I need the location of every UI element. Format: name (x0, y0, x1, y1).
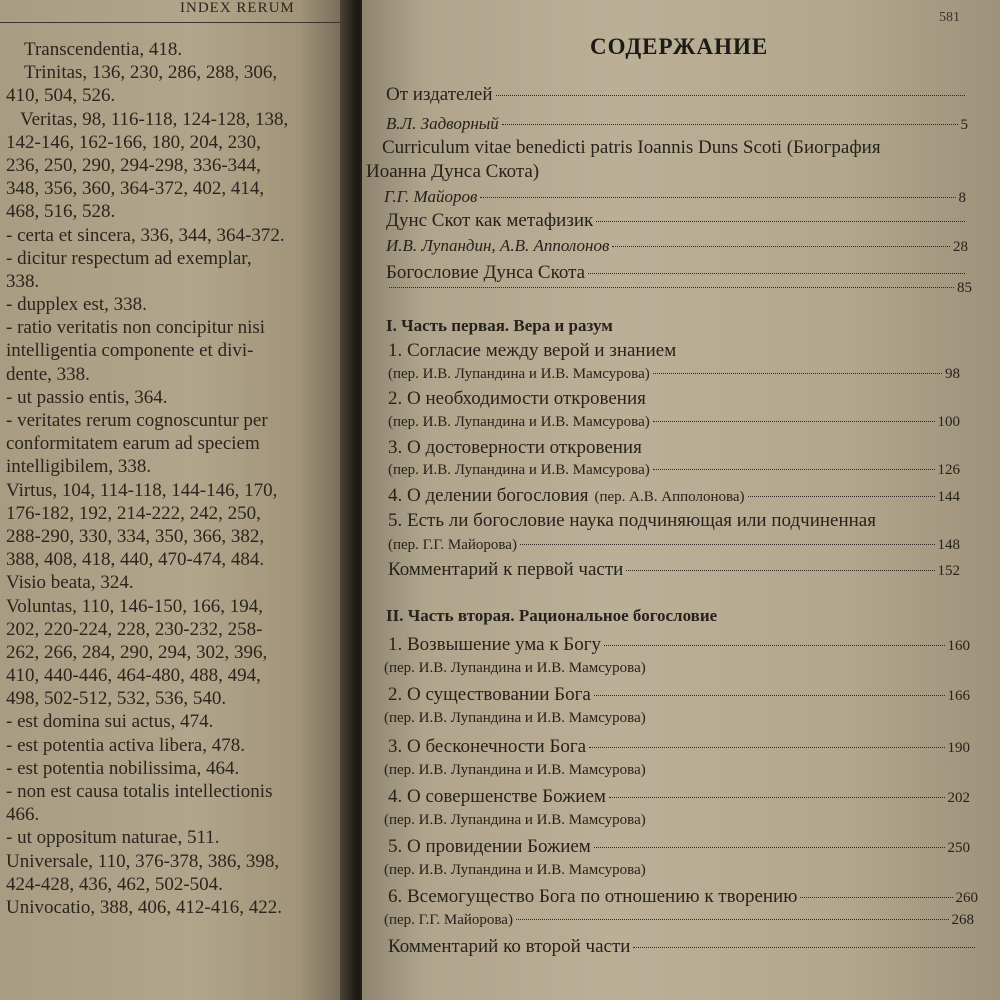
toc-page-number: 98 (945, 366, 960, 382)
toc-translator: (пер. И.В. Лупандина и И.В. Мамсурова) (388, 462, 650, 478)
toc-page-number: 28 (953, 239, 968, 255)
index-line: intelligentia componente et divi- (6, 340, 254, 362)
toc-entry (386, 280, 972, 297)
index-line: 338. (6, 270, 40, 292)
header-rule (0, 22, 340, 23)
toc-entry (382, 137, 978, 159)
toc-item (388, 485, 960, 507)
toc-translator: (пер. А.В. Апполонова) (594, 489, 745, 505)
toc-translator: (пер. Г.Г. Майорова) (388, 537, 517, 553)
toc-item (384, 912, 974, 929)
toc-item-title: 6. Всемогущество Бога по отношению к творению (388, 886, 798, 907)
toc-item (388, 634, 970, 656)
toc-entry-title: Богословие Дунса Скота (386, 262, 586, 283)
toc-item-title: 4. О делении богословия (388, 485, 589, 506)
toc-page-number: 126 (937, 462, 960, 478)
toc-entry-continuation (366, 161, 962, 183)
toc-item-title: 5. Есть ли богословие наука подчиняющая или подчиненная (388, 510, 876, 531)
index-line: Univocatio, 388, 406, 412-416, 422. (6, 896, 283, 918)
toc-page-number: 100 (937, 414, 960, 430)
toc-page-number: 160 (947, 638, 970, 654)
leader-dots (612, 246, 950, 247)
index-line: 410, 440-446, 464-480, 488, 494, (6, 665, 261, 687)
toc-page-number: 5 (960, 117, 968, 133)
index-line: 176-182, 192, 214-222, 242, 250, (6, 502, 261, 524)
index-line: 468, 516, 528. (6, 201, 116, 223)
toc-item (384, 710, 966, 727)
leader-dots (520, 544, 935, 545)
leader-dots (633, 947, 975, 948)
toc-author-name: И.В. Лупандин, А.В. Апполонов (386, 236, 610, 255)
toc-item (388, 437, 960, 459)
index-line: 202, 220-224, 228, 230-232, 258- (6, 618, 263, 640)
toc-entry-title: Иоанна Дунса Скота) (366, 161, 540, 182)
right-page (362, 0, 1000, 1000)
running-head: INDEX RERUM (180, 0, 295, 16)
toc-page-number: 260 (955, 890, 978, 906)
toc-item (388, 736, 970, 758)
leader-dots (626, 570, 934, 571)
index-line: 348, 356, 360, 364-372, 402, 414, (6, 178, 265, 200)
toc-page-number: 148 (937, 537, 960, 553)
toc-page-number: 8 (958, 190, 966, 206)
index-list (6, 38, 336, 919)
toc-item-title: 1. Возвышение ума к Богу (388, 634, 602, 655)
leader-dots (609, 797, 945, 798)
toc-item (388, 366, 960, 383)
toc-page-number: 202 (947, 790, 970, 806)
index-line: - veritates rerum cognoscuntur per (6, 410, 268, 431)
leader-dots (589, 747, 944, 748)
toc-page-number: 166 (947, 688, 970, 704)
toc-entry (386, 84, 968, 106)
toc-item (388, 836, 970, 858)
toc-translator: (пер. И.В. Лупандина и И.В. Мамсурова) (384, 710, 646, 726)
toc-translator: (пер. И.В. Лупандина и И.В. Мамсурова) (384, 762, 646, 778)
toc-item-title: 5. О провидении Божием (388, 836, 591, 857)
index-line: 466. (6, 804, 40, 826)
index-line: intelligibilem, 338. (6, 456, 152, 478)
index-line: Virtus, 104, 114-118, 144-146, 170, (6, 479, 278, 501)
leader-dots (389, 287, 954, 288)
toc-page-number: 85 (957, 280, 972, 296)
toc-item (388, 340, 960, 362)
leader-dots (604, 645, 944, 646)
toc-item (388, 388, 960, 410)
toc-item-title: 4. О совершенстве Божием (388, 786, 606, 807)
toc-item-title: 3. О бесконечности Бога (388, 736, 587, 757)
index-line: Veritas, 98, 116-118, 124-128, 138, (20, 108, 289, 130)
toc-item (384, 812, 966, 829)
index-line: - est potentia activa libera, 478. (6, 734, 245, 756)
index-line: - dupplex est, 338. (6, 294, 147, 316)
toc-item-title: Комментарий к первой части (388, 559, 624, 580)
index-line: Voluntas, 110, 146-150, 166, 194, (6, 595, 264, 617)
toc-translator: (пер. Г.Г. Майорова) (384, 912, 513, 928)
toc-item (388, 559, 960, 581)
toc-author (386, 236, 968, 256)
index-line: dente, 338. (6, 363, 90, 385)
index-line: - est potentia nobilissima, 464. (6, 757, 240, 779)
index-line: 288-290, 330, 334, 350, 366, 382, (6, 525, 265, 547)
toc-translator: (пер. И.В. Лупандина и И.В. Мамсурова) (384, 862, 646, 878)
section-heading-part2: II. Часть вторая. Рациональное богословие (386, 606, 718, 625)
section-heading-part1: I. Часть первая. Вера и разум (386, 316, 613, 335)
toc-item-title: 3. О достоверности откровения (388, 437, 642, 458)
toc-item (388, 936, 978, 958)
index-line: - dicitur respectum ad exemplar, (6, 247, 252, 269)
leader-dots (594, 695, 945, 696)
leader-dots (502, 124, 958, 125)
index-line: 388, 408, 418, 440, 470-474, 484. (6, 549, 265, 571)
index-line: 236, 250, 290, 294-298, 336-344, (6, 154, 261, 176)
index-line: 410, 504, 526. (6, 85, 116, 107)
index-line: - ratio veritatis non concipitur nisi (6, 317, 266, 339)
index-line: - non est causa totalis intellectionis (6, 781, 273, 802)
index-line: 262, 266, 284, 290, 294, 302, 396, (6, 641, 268, 663)
leader-dots (480, 197, 955, 198)
leader-dots (653, 469, 935, 470)
left-page (0, 0, 352, 1000)
toc-translator: (пер. И.В. Лупандина и И.В. Мамсурова) (384, 660, 646, 676)
toc-item (388, 414, 960, 431)
page-number: 581 (939, 10, 960, 25)
toc-entry-title: Curriculum vitae benedicti patris Ioannis Duns Scoti (Биография (382, 137, 881, 158)
toc-item-title: 1. Согласие между верой и знанием (388, 340, 677, 361)
toc-page-number: 152 (937, 563, 960, 579)
toc-page-number: 190 (947, 740, 970, 756)
toc-author (384, 187, 966, 207)
leader-dots (653, 421, 935, 422)
toc-author (386, 114, 968, 134)
toc-item (384, 660, 966, 677)
leader-dots (748, 496, 935, 497)
toc-item (388, 462, 960, 479)
index-line: - certa et sincera, 336, 344, 364-372. (6, 224, 285, 246)
toc-item-title: Комментарий ко второй части (388, 936, 631, 957)
leader-dots (653, 373, 942, 374)
toc-item (388, 886, 978, 908)
index-line: - est domina sui actus, 474. (6, 711, 214, 733)
toc-entry-title: Дунс Скот как метафизик (386, 210, 594, 231)
leader-dots (594, 847, 945, 848)
toc-translator: (пер. И.В. Лупандина и И.В. Мамсурова) (388, 414, 650, 430)
toc-title: СОДЕРЖАНИЕ (590, 34, 769, 59)
toc-author-name: В.Л. Задворный (386, 114, 499, 133)
toc-translator: (пер. И.В. Лупандина и И.В. Мамсурова) (388, 366, 650, 382)
toc-item (384, 862, 966, 879)
leader-dots (516, 919, 949, 920)
toc-entry-title: От издателей (386, 84, 493, 105)
leader-dots (596, 221, 965, 222)
toc-page-number: 250 (947, 840, 970, 856)
index-line: 142-146, 162-166, 180, 204, 230, (6, 131, 261, 153)
index-line: 498, 502-512, 532, 536, 540. (6, 688, 227, 710)
index-line: Visio beata, 324. (6, 572, 134, 594)
index-line: Universale, 110, 376-378, 386, 398, (6, 850, 280, 872)
toc-item-title: 2. О необходимости откровения (388, 388, 646, 409)
toc-page-number: 268 (951, 912, 974, 928)
index-line: - ut passio entis, 364. (6, 386, 168, 408)
toc-entry (386, 210, 968, 232)
index-line: Trinitas, 136, 230, 286, 288, 306, (24, 62, 278, 84)
toc-translator: (пер. И.В. Лупандина и И.В. Мамсурова) (384, 812, 646, 828)
leader-dots (800, 897, 952, 898)
toc-item (384, 762, 966, 779)
index-line: conformitatem earum ad speciem (6, 433, 260, 455)
leader-dots (588, 273, 965, 274)
leader-dots (496, 95, 965, 96)
toc-item (388, 510, 960, 532)
toc-author-name: Г.Г. Майоров (384, 187, 478, 206)
toc-page-number: 144 (937, 489, 960, 505)
toc-item (388, 537, 960, 554)
index-line: 424-428, 436, 462, 502-504. (6, 873, 223, 895)
index-line: Transcendentia, 418. (24, 39, 183, 60)
toc-item (388, 684, 970, 706)
toc-item (388, 786, 970, 808)
toc-item-title: 2. О существовании Бога (388, 684, 591, 705)
index-line: - ut oppositum naturae, 511. (6, 827, 220, 849)
